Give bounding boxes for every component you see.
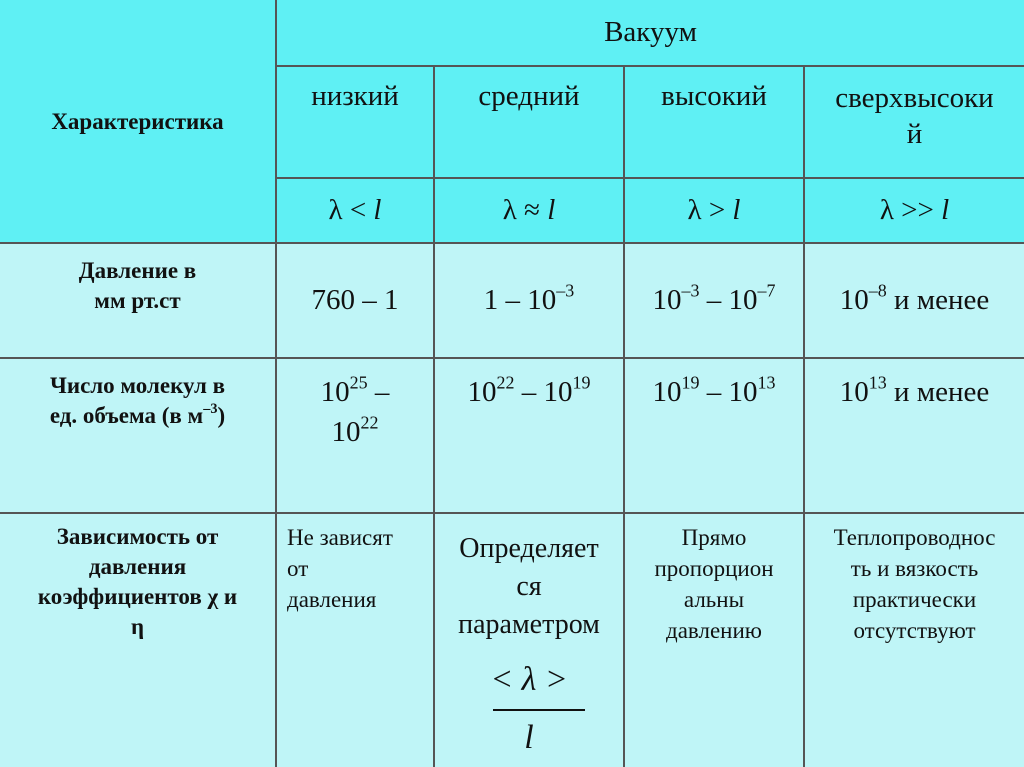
grid-line <box>275 65 1024 67</box>
type-medium <box>435 80 623 113</box>
grid-line <box>803 66 805 767</box>
pressure-high: $10^{-3} - 10^{-7}$ <box>652 280 776 316</box>
relation-low: λ < l <box>328 194 382 226</box>
fraction-bar <box>493 709 585 711</box>
dependence-high: Прямо пропорцион альны давлению <box>654 525 774 643</box>
dependence-medium: Определяет ся параметром <box>458 533 600 640</box>
dependence-label: Зависимость от давления коэффициентов χ и η <box>37 524 238 639</box>
vacuum-label: Вакуум <box>604 16 697 48</box>
type-name: низкий <box>311 80 399 112</box>
fraction-denominator: l <box>524 719 534 756</box>
molecules-ultra-high: $10^{13}$ и менее <box>839 372 990 408</box>
pressure-medium: $1 - 10^{-3}$ <box>483 280 575 316</box>
type-name-line: сверхвысоки <box>835 82 994 114</box>
relation-ultra-high: λ >> l <box>879 194 950 226</box>
type-low <box>277 80 433 113</box>
type-name-line: й <box>906 118 923 150</box>
vacuum-header <box>277 0 1024 65</box>
molecules-high: $10^{19} - 10^{13}$ <box>652 372 776 408</box>
relation-medium: λ ≈ l <box>502 194 556 226</box>
characteristic-label: Характеристика <box>51 108 224 134</box>
relation-high: λ > l <box>687 194 741 226</box>
dependence-low: Не зависят от давления <box>287 525 393 612</box>
fraction-numerator: < λ > <box>490 661 568 698</box>
pressure-label: Давление в мм рт.ст <box>78 258 197 313</box>
pressure-low: 760 – 1 <box>311 284 399 316</box>
grid-line <box>0 357 1024 359</box>
grid-line <box>623 66 625 767</box>
type-high <box>625 80 803 113</box>
characteristic-header <box>0 0 275 243</box>
molecules-low: $10^{25}$ – $10^{22}$ <box>320 372 390 448</box>
grid-line <box>0 512 1024 514</box>
dependence-ultra-high: Теплопроводнос ть и вязкость практически отсутствуют <box>833 525 996 643</box>
type-ultra-high <box>805 80 1024 152</box>
type-name: высокий <box>661 80 767 112</box>
pressure-ultra-high: $10^{-8}$ и менее <box>839 280 990 316</box>
molecules-label: Число молекул в ед. объема (в $м^{-3}$) <box>49 373 226 428</box>
type-name: средний <box>478 80 580 112</box>
molecules-medium: $10^{22} - 10^{19}$ <box>467 372 591 408</box>
